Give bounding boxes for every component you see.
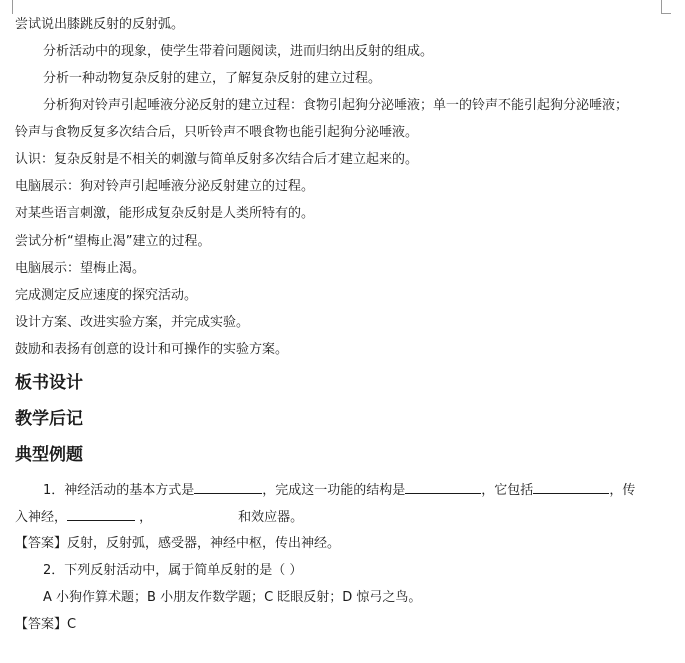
question-2-answer <box>15 616 76 634</box>
paragraph: 认识：复杂反射是不相关的刺激与简单反射多次结合后才建立起来的。 <box>15 152 419 167</box>
question-2-text: 2．下列反射活动中，属于简单反射的是（ ） <box>43 563 303 578</box>
heading-reflection: 教学后记 <box>15 409 83 429</box>
answer-blank <box>405 480 481 494</box>
paragraph: 电脑展示：望梅止渴。 <box>15 261 146 276</box>
paragraph: 分析活动中的现象，使学生带着问题阅读，进而归纳出反射的组成。 <box>43 44 434 59</box>
crop-mark-left <box>12 0 13 14</box>
answer-text: 反射，反射弧，感受器，神经中枢，传出神经。 <box>67 536 341 551</box>
question-2-options: A 小狗作算术题；B 小朋友作数学题；C 眨眼反射；D 惊弓之鸟。 <box>43 590 422 605</box>
question-1-text: 1．神经活动的基本方式是 <box>43 483 195 498</box>
question-1-text: ， <box>139 510 153 525</box>
paragraph: 完成测定反应速度的探究活动。 <box>15 288 198 303</box>
question-1-text: ，传 <box>609 483 636 498</box>
question-1-line-1 <box>43 480 635 500</box>
answer-blank <box>194 480 262 494</box>
answer-text: C <box>67 617 77 632</box>
question-1-text: 和效应器。 <box>238 510 304 525</box>
paragraph: 鼓励和表扬有创意的设计和可操作的实验方案。 <box>15 342 289 357</box>
question-1-text: ，它包括 <box>481 483 534 498</box>
answer-tag: 【答案】 <box>15 617 68 632</box>
paragraph: 尝试分析“望梅止渴”建立的过程。 <box>15 234 211 249</box>
heading-examples: 典型例题 <box>15 445 83 465</box>
paragraph: 尝试说出膝跳反射的反射弧。 <box>15 17 185 32</box>
question-1-answer <box>15 535 340 553</box>
paragraph: 铃声与食物反复多次结合后，只听铃声不喂食物也能引起狗分泌唾液。 <box>15 125 419 140</box>
question-1-text: ，完成这一功能的结构是 <box>262 483 406 498</box>
answer-blank <box>67 507 135 521</box>
paragraph: 设计方案、改进实验方案，并完成实验。 <box>15 315 250 330</box>
heading-board-design: 板书设计 <box>15 373 83 393</box>
question-1-text: 入神经， <box>15 510 68 525</box>
question-1-line-2 <box>15 507 303 527</box>
answer-blank <box>533 480 609 494</box>
paragraph: 分析狗对铃声引起唾液分泌反射的建立过程：食物引起狗分泌唾液；单一的铃声不能引起狗分泌唾液； <box>43 98 629 113</box>
crop-mark-right <box>661 0 662 14</box>
answer-tag: 【答案】 <box>15 536 68 551</box>
paragraph: 对某些语言刺激，能形成复杂反射是人类所特有的。 <box>15 206 315 221</box>
paragraph: 电脑展示：狗对铃声引起唾液分泌反射建立的过程。 <box>15 179 315 194</box>
paragraph: 分析一种动物复杂反射的建立，了解复杂反射的建立过程。 <box>43 71 382 86</box>
